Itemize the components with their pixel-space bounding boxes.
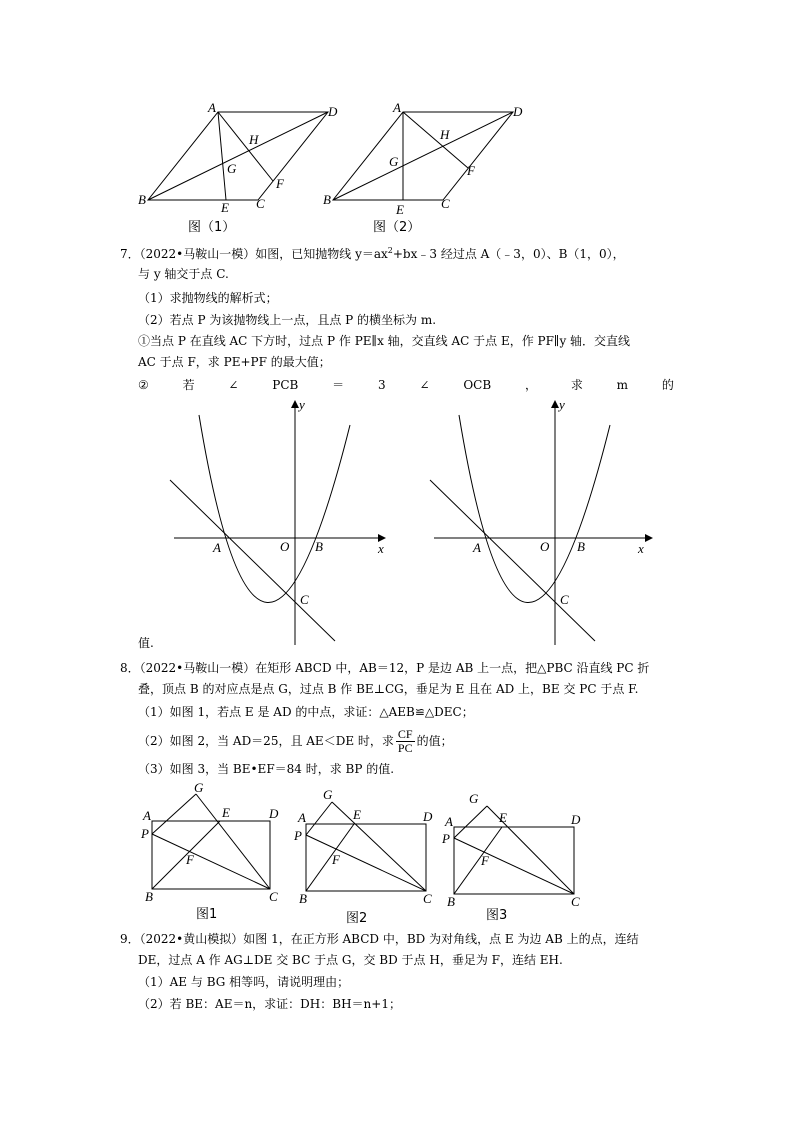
label-f: F: [467, 163, 475, 178]
label-e: E: [499, 810, 507, 825]
q8-sub-2: （2）如图 2，当 AD＝25，且 AE＜DE 时，求 $\frac{CF}{PC}$ 的值；: [138, 727, 453, 755]
line-ac: [170, 480, 335, 641]
segment-gc: [196, 794, 270, 889]
label-y: y: [559, 397, 565, 412]
q7-sub-1: （1）求抛物线的解析式；: [138, 291, 278, 305]
segment-be: [454, 827, 502, 894]
label-a: A: [298, 810, 306, 825]
label-b: B: [315, 539, 323, 554]
label-p: P: [442, 831, 450, 846]
rectangle-abcd: [454, 827, 574, 894]
segment-pc: [454, 838, 574, 894]
label-c: C: [441, 196, 450, 211]
q9-sub-1: （1）AE 与 BG 相等吗，请说明理由；: [138, 975, 350, 989]
caption-fig2: 图2: [346, 911, 368, 926]
label-x: x: [378, 541, 384, 556]
label-c: C: [560, 592, 569, 607]
rect-figure-3: [440, 786, 590, 926]
segment-af: [403, 112, 468, 168]
q8-sub-3: （3）如图 3，当 BE•EF＝84 时，求 BP 的值.: [138, 762, 395, 776]
label-g: G: [389, 154, 399, 169]
q7-line-tail: 值.: [138, 636, 154, 650]
q9-line-2: DE，过点 A 作 AG⊥DE 交 BC 于点 G，交 BD 于点 H，垂足为 F，连结 EH.: [138, 953, 563, 967]
label-e: E: [396, 202, 404, 217]
segment-be: [306, 824, 354, 891]
q9-line-1: 9．（2022•黄山模拟）如图 1，在正方形 ABCD 中，BD 为对角线，点 E 为边 AB 上的点，连结: [120, 932, 639, 946]
label-c: C: [269, 889, 278, 904]
parabola-curve: [459, 415, 610, 603]
label-a: A: [208, 100, 216, 115]
rect-figure-2: [290, 782, 440, 927]
label-d: D: [513, 104, 523, 119]
line-ac: [430, 480, 595, 641]
diagonal-bd: [148, 112, 328, 200]
segment-pc: [306, 835, 426, 891]
q9-sub-2: （2）若 BE：AE＝n，求证：DH：BH＝n+1；: [138, 997, 401, 1011]
label-d: D: [328, 104, 338, 119]
label-c: C: [256, 196, 265, 211]
q7-sub-2: （2）若点 P 为该抛物线上一点，且点 P 的横坐标为 m.: [138, 313, 437, 327]
label-d: D: [269, 806, 279, 821]
label-b: B: [447, 894, 455, 909]
label-b: B: [138, 192, 146, 207]
label-p: P: [294, 828, 302, 843]
q8-line-1: 8．（2022•马鞍山一模）在矩形 ABCD 中，AB＝12，P 是边 AB 上一点，把△PBC 沿直线 PC 折: [120, 661, 650, 675]
segment-pg: [152, 794, 196, 834]
label-o: O: [280, 539, 290, 554]
parabola-curve: [199, 415, 350, 603]
rectangle-abcd: [152, 821, 270, 889]
label-c: C: [423, 891, 432, 906]
caption-fig3: 图3: [486, 908, 508, 923]
label-d: D: [571, 812, 581, 827]
parabola-graph-2: [420, 395, 660, 650]
label-a: A: [473, 540, 481, 555]
label-h: H: [249, 132, 259, 147]
label-c: C: [571, 894, 580, 909]
label-x: x: [638, 541, 644, 556]
segment-ae: [218, 112, 226, 200]
label-a: A: [213, 540, 221, 555]
question-9: [120, 932, 639, 1011]
label-p: P: [141, 826, 149, 841]
q8-sub-1: （1）如图 1，若点 E 是 AD 的中点，求证：△AEB≌△DEC；: [138, 705, 474, 719]
label-g: G: [469, 791, 479, 806]
question-8: [120, 661, 649, 776]
figure-parallelogram-1: [130, 96, 340, 246]
q8-line-2: 叠，顶点 B 的对应点是点 G，过点 B 作 BE⊥CG，垂足为 E 且在 AD 上，BE 交 PC 于点 F.: [138, 682, 639, 696]
label-e: E: [222, 805, 230, 820]
diagonal-bd: [333, 112, 513, 200]
q7-line-2: 与 y 轴交于点 C.: [138, 267, 229, 281]
label-b: B: [323, 192, 331, 207]
label-a: A: [393, 100, 401, 115]
segment-pg: [454, 806, 487, 838]
label-c: C: [300, 592, 309, 607]
label-g: G: [194, 780, 204, 795]
rect-figure-1: [138, 780, 288, 925]
label-f: F: [276, 176, 284, 191]
question-7: [120, 247, 674, 392]
label-e: E: [221, 200, 229, 215]
q7-sub-2-part-1-cont: AC 于点 F，求 PE+PF 的最大值；: [138, 355, 331, 369]
label-a: A: [143, 808, 151, 823]
caption-fig1: 图（1）: [188, 220, 236, 235]
fraction-cf-pc: $\frac{CF}{PC}$: [397, 727, 413, 755]
parabola-graph-1: [160, 395, 400, 650]
caption-fig2: 图（2）: [373, 220, 421, 235]
segment-pg: [306, 802, 332, 835]
label-e: E: [353, 807, 361, 822]
segment-gc: [332, 802, 426, 891]
label-a: A: [445, 814, 453, 829]
label-y: y: [299, 397, 305, 412]
label-f: F: [332, 852, 340, 867]
q7-sub-2-part-2: ② 若 ∠ PCB ＝ 3 ∠ OCB ， 求 m 的: [138, 378, 674, 392]
segment-pc: [152, 834, 270, 889]
label-b: B: [577, 539, 585, 554]
label-o: O: [540, 539, 550, 554]
label-d: D: [423, 809, 433, 824]
label-b: B: [145, 889, 153, 904]
label-f: F: [481, 853, 489, 868]
caption-fig1: 图1: [196, 907, 218, 922]
label-f: F: [186, 852, 194, 867]
label-g: G: [227, 161, 237, 176]
q7-line-1: 7．（2022•马鞍山一模）如图，已知抛物线 $y=ax^2+bx﹣3$ 经过点 A（﹣3，0）、B（1，0），: [120, 246, 625, 261]
label-h: H: [440, 127, 450, 142]
q7-sub-2-part-1: ①当点 P 在直线 AC 下方时，过点 P 作 PE∥x 轴，交直线 AC 于点 E，作 PF∥y 轴．交直线: [138, 334, 631, 348]
figure-parallelogram-2: [315, 96, 535, 246]
label-b: B: [299, 891, 307, 906]
label-g: G: [323, 787, 333, 802]
